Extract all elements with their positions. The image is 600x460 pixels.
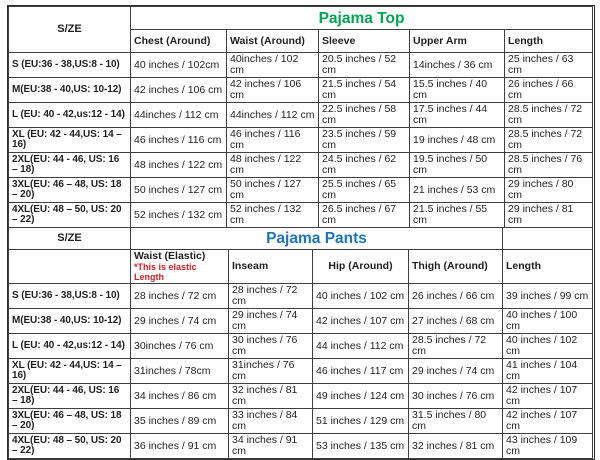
value-cell: 29 inches / 74 cm [409, 359, 503, 384]
table-row [9, 334, 593, 359]
size-cell: 2XL(EU: 44 - 46, US: 16 – 18) [9, 153, 131, 178]
value-cell: 25 inches / 63 cm [505, 53, 593, 78]
value-cell: 46 inches / 117 cm [313, 359, 409, 384]
value-cell: 30inches / 76 cm [131, 334, 229, 359]
size-chart [7, 5, 595, 460]
pants-column-header-row [9, 250, 593, 284]
value-cell: 28.5 inches / 72 cm [505, 103, 593, 128]
size-cell: 4XL(EU: 48 – 50, US: 20 – 22) [9, 203, 131, 228]
top-title-row [9, 7, 593, 30]
value-cell: 29 inches / 81 cm [505, 203, 593, 228]
pants-col-header-2: Hip (Around) [313, 250, 409, 284]
pajama-top-table [8, 6, 593, 228]
value-cell: 48 inches / 122 cm [131, 153, 227, 178]
value-cell: 25.5 inches / 65 cm [319, 178, 410, 203]
value-cell: 40 inches / 102 cm [503, 334, 593, 359]
table-row [9, 128, 593, 153]
table-row [9, 384, 593, 409]
table-row [9, 284, 593, 309]
size-cell: M(EU:38 - 40,US: 10-12) [9, 78, 131, 103]
table-row [9, 203, 593, 228]
value-cell: 44inches / 112 cm [131, 103, 227, 128]
value-cell: 41 inches / 104 cm [503, 359, 593, 384]
pants-col-header-3: Thigh (Around) [409, 250, 503, 284]
value-cell: 46 inches / 116 cm [227, 128, 319, 153]
size-column-header-pants: S/ZE [9, 228, 131, 250]
value-cell: 30 inches / 76 cm [229, 334, 313, 359]
size-cell: 2XL(EU: 44 - 46, US: 16 – 18) [9, 384, 131, 409]
empty-size-cell [9, 250, 131, 284]
value-cell: 40 inches / 100 cm [503, 309, 593, 334]
value-cell: 31.5 inches / 80 cm [409, 409, 503, 434]
value-cell: 50 inches / 127 cm [227, 178, 319, 203]
value-cell: 28.5 inches / 76 cm [505, 153, 593, 178]
value-cell: 52 inches / 132 cm [227, 203, 319, 228]
value-cell: 23.5 inches / 59 cm [319, 128, 410, 153]
top-col-header-1: Waist (Around) [227, 30, 319, 53]
size-cell: S (EU:36 - 38,US:8 - 10) [9, 284, 131, 309]
value-cell: 28 inches / 72 cm [229, 284, 313, 309]
value-cell: 44 inches / 112 cm [313, 334, 409, 359]
value-cell: 19.5 inches / 50 cm [410, 153, 505, 178]
value-cell: 40 inches / 102cm [131, 53, 227, 78]
pajama-top-title: Pajama Top [131, 7, 593, 30]
value-cell: 43 inches / 109 cm [503, 434, 593, 459]
top-col-header-2: Sleeve [319, 30, 410, 53]
value-cell: 35 inches / 89 cm [131, 409, 229, 434]
table-row [9, 359, 593, 384]
value-cell: 53 inches / 135 cm [313, 434, 409, 459]
value-cell: 49 inches / 124 cm [313, 384, 409, 409]
table-row [9, 309, 593, 334]
value-cell: 42 inches / 107 cm [503, 384, 593, 409]
pants-col-header-0 [131, 250, 229, 284]
value-cell: 27 inches / 68 cm [409, 309, 503, 334]
table-row [9, 53, 593, 78]
value-cell: 33 inches / 84 cm [229, 409, 313, 434]
size-cell: XL (EU: 42 - 44,US: 14 – 16) [9, 128, 131, 153]
value-cell: 42 inches / 106 cm [131, 78, 227, 103]
pajama-pants-title: Pajama Pants [131, 228, 503, 250]
value-cell: 32 inches / 81 cm [229, 384, 313, 409]
size-cell: 4XL(EU: 48 – 50, US: 20 – 22) [9, 434, 131, 459]
waist-elastic-label: Waist (Elastic) [134, 250, 206, 262]
size-cell: 3XL(EU: 46 – 48, US: 18 – 20) [9, 178, 131, 203]
size-cell: S (EU:36 - 38,US:8 - 10) [9, 53, 131, 78]
value-cell: 32 inches / 81 cm [409, 434, 503, 459]
value-cell: 30 inches / 76 cm [409, 384, 503, 409]
value-cell: 26.5 inches / 67 cm [319, 203, 410, 228]
top-col-header-3: Upper Arm [410, 30, 505, 53]
value-cell: 40 inches / 102 cm [313, 284, 409, 309]
value-cell: 44inches / 112 cm [227, 103, 319, 128]
value-cell: 17.5 inches / 44 cm [410, 103, 505, 128]
value-cell: 42 inches / 107 cm [503, 409, 593, 434]
value-cell: 34 inches / 91 cm [229, 434, 313, 459]
table-row [9, 178, 593, 203]
value-cell: 42 inches / 106 cm [227, 78, 319, 103]
value-cell: 51 inches / 129 cm [313, 409, 409, 434]
value-cell: 14inches / 36 cm [410, 53, 505, 78]
value-cell: 50 inches / 127 cm [131, 178, 227, 203]
value-cell: 26 inches / 66 cm [505, 78, 593, 103]
size-cell: M(EU:38 - 40,US: 10-12) [9, 309, 131, 334]
value-cell: 31inches / 76 cm [229, 359, 313, 384]
pants-col-header-1: Inseam [229, 250, 313, 284]
value-cell: 21 inches / 53 cm [410, 178, 505, 203]
pajama-pants-table [8, 227, 593, 459]
value-cell: 21.5 inches / 54 cm [319, 78, 410, 103]
value-cell: 48 inches / 122 cm [227, 153, 319, 178]
value-cell: 28 inches / 72 cm [131, 284, 229, 309]
size-cell: L (EU: 40 - 42,us:12 - 14) [9, 334, 131, 359]
pants-col-header-4: Length [503, 250, 593, 284]
table-row [9, 153, 593, 178]
table-row [9, 409, 593, 434]
value-cell: 21.5 inches / 55 cm [410, 203, 505, 228]
value-cell: 22.5 inches / 58 cm [319, 103, 410, 128]
value-cell: 19 inches / 48 cm [410, 128, 505, 153]
table-row [9, 103, 593, 128]
pants-title-row [9, 228, 593, 250]
size-cell: L (EU: 40 - 42,us:12 - 14) [9, 103, 131, 128]
value-cell: 29 inches / 74 cm [229, 309, 313, 334]
value-cell: 42 inches / 107 cm [313, 309, 409, 334]
value-cell: 28.5 inches / 72 cm [409, 334, 503, 359]
value-cell: 20.5 inches / 52 cm [319, 53, 410, 78]
value-cell: 52 inches / 132 cm [131, 203, 227, 228]
value-cell: 31inches / 78cm [131, 359, 229, 384]
top-col-header-4: Length [505, 30, 593, 53]
value-cell: 46 inches / 116 cm [131, 128, 227, 153]
size-cell: XL (EU: 42 - 44,US: 14 – 16) [9, 359, 131, 384]
size-column-header-top: S/ZE [9, 7, 131, 53]
value-cell: 39 inches / 99 cm [503, 284, 593, 309]
value-cell: 34 inches / 86 cm [131, 384, 229, 409]
value-cell: 28.5 inches / 72 cm [505, 128, 593, 153]
table-row [9, 434, 593, 459]
value-cell: 29 inches / 74 cm [131, 309, 229, 334]
table-row [9, 78, 593, 103]
size-cell: 3XL(EU: 46 – 48, US: 18 – 20) [9, 409, 131, 434]
value-cell: 26 inches / 66 cm [409, 284, 503, 309]
value-cell: 36 inches / 91 cm [131, 434, 229, 459]
value-cell: 29 inches / 80 cm [505, 178, 593, 203]
top-col-header-0: Chest (Around) [131, 30, 227, 53]
elastic-length-note: *This is elastic Length [134, 262, 197, 282]
value-cell: 24.5 inches / 62 cm [319, 153, 410, 178]
value-cell: 15.5 inches / 40 cm [410, 78, 505, 103]
value-cell: 40inches / 102 cm [227, 53, 319, 78]
empty-title-cell [503, 228, 593, 250]
